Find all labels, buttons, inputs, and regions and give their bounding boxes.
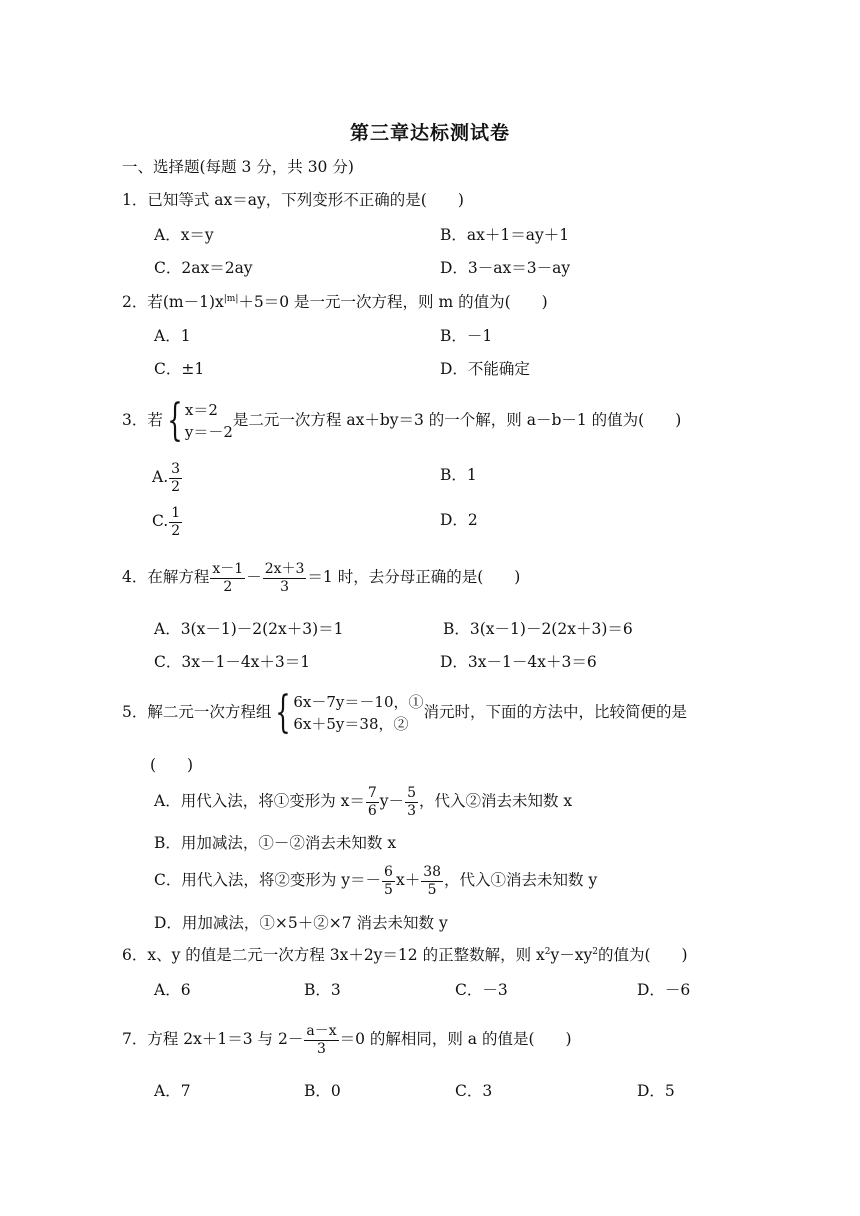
q5-c-post: ，代入①消去未知数 y	[444, 871, 598, 889]
q5-option-d: D．用加减法，①×5＋②×7 消去未知数 y	[154, 914, 448, 932]
q3-c-label: C.	[152, 512, 169, 530]
question-4-stem	[122, 556, 520, 598]
q2-option-b: B．－1	[440, 327, 493, 345]
q4-option-b: B．3(x－1)－2(2x＋3)＝6	[443, 620, 633, 638]
q4-fraction-2	[263, 561, 307, 596]
q7-f-num: a－x	[306, 1022, 337, 1039]
q5-a-f2-num: 5	[407, 784, 416, 801]
q5-c-fraction-2	[421, 864, 443, 899]
q3-a-fraction	[169, 461, 182, 496]
q4-f1-den: 2	[223, 578, 233, 595]
question-7-stem	[122, 1018, 572, 1060]
q3-option-a	[152, 457, 183, 497]
q5-option-a	[154, 780, 572, 822]
q5-a-f1-num: 7	[367, 784, 377, 801]
q5-c-f1-den: 5	[384, 881, 393, 898]
q5-a-f2-den: 3	[407, 802, 416, 819]
q4-option-a: A．3(x－1)－2(2x＋3)＝1	[154, 620, 344, 638]
q4-f2-num: 2x＋3	[264, 560, 305, 577]
q4-f2-den: 3	[280, 578, 290, 595]
q7-fraction	[304, 1023, 338, 1058]
q5-a-fraction-1	[366, 785, 379, 820]
q7-stem-post: ＝0 的解相同，则 a 的值是( )	[339, 1030, 572, 1048]
q4-option-d: D．3x－1－4x＋3＝6	[440, 653, 597, 671]
q5-c-f2-den: 5	[427, 881, 437, 898]
q3-c-den: 2	[171, 522, 181, 539]
q1-option-d: D．3－ax＝3－ay	[440, 259, 571, 277]
question-3-stem	[122, 395, 681, 445]
q4-option-c: C．3x－1－4x＋3＝1	[154, 653, 311, 671]
q5-system	[293, 691, 423, 735]
q5-answer-paren: ( )	[150, 756, 194, 774]
q5-a-post: ，代入②消去未知数 x	[418, 792, 573, 810]
q3-a-num: 3	[171, 460, 181, 477]
q3-option-d: D．2	[440, 511, 478, 529]
q5-c-f2-num: 38	[423, 863, 442, 880]
q5-option-b: B．用加减法，①－②消去未知数 x	[154, 834, 397, 852]
q1-option-c: C．2ax＝2ay	[154, 259, 253, 277]
q1-option-a: A．x＝y	[154, 226, 214, 244]
q7-f-den: 3	[317, 1040, 326, 1057]
q5-sys-line-1: 6x－7y＝－10，①	[293, 693, 424, 711]
q7-option-c: C．3	[455, 1082, 493, 1100]
q7-option-a: A．7	[154, 1082, 191, 1100]
q3-system	[185, 399, 233, 443]
q5-c-f1-num: 6	[384, 863, 393, 880]
q5-sys-line-2: 6x＋5y＝38，②	[293, 715, 409, 733]
q4-fraction-1	[210, 561, 245, 596]
q3-c-num: 1	[171, 504, 181, 521]
q5-option-c	[154, 859, 597, 901]
q3-a-den: 2	[171, 478, 181, 495]
q2-option-d: D．不能确定	[440, 360, 530, 378]
q5-c-pre: C．用代入法，将②变形为 y＝－	[154, 871, 382, 889]
q6-sup-1: 2	[544, 946, 551, 957]
q3-stem-post: 是二元一次方程 ax＋by＝3 的一个解，则 a－b－1 的值为( )	[232, 411, 682, 429]
question-6-stem	[122, 945, 688, 965]
q2-option-a: A．1	[154, 327, 191, 345]
q5-a-mid: y－	[379, 792, 405, 810]
q5-c-mid: x＋	[395, 871, 421, 889]
q7-option-b: B．0	[304, 1082, 341, 1100]
section-heading: 一、选择题(每题 3 分，共 30 分)	[122, 158, 354, 176]
q3-c-fraction	[169, 505, 182, 540]
q5-a-pre: A．用代入法，将①变形为 x＝	[154, 792, 365, 810]
q3-sys-line-1: x＝2	[184, 401, 218, 419]
q2-stem-pre: 2．若(m－1)x	[122, 293, 224, 311]
q6-option-c: C．－3	[455, 981, 508, 999]
q3-option-b: B．1	[440, 466, 477, 484]
q2-option-c: C．±1	[154, 360, 205, 378]
q5-c-fraction-1	[382, 864, 395, 899]
q3-a-label: A.	[152, 468, 169, 486]
q3-sys-line-2: y＝－2	[184, 423, 233, 441]
q3-lead: 3．若	[122, 411, 163, 429]
q6-option-d: D．－6	[637, 981, 691, 999]
q5-a-f1-den: 6	[367, 802, 377, 819]
q6-stem-pre: 6．x、y 的值是二元一次方程 3x＋2y＝12 的正整数解，则 x	[122, 946, 545, 964]
q6-stem-post: 的值为( )	[598, 946, 688, 964]
q4-f1-num: x－1	[212, 560, 244, 577]
q6-sup-2: 2	[592, 946, 598, 957]
question-5-stem	[122, 686, 687, 738]
q4-lead: 4．在解方程	[122, 568, 210, 586]
q2-stem-post: ＋5＝0 是一元一次方程，则 m 的值为( )	[238, 293, 548, 311]
q3-option-c	[152, 501, 183, 541]
q6-option-b: B．3	[304, 981, 341, 999]
q6-stem-mid: y－xy	[550, 946, 593, 964]
page-title: 第三章达标测试卷	[349, 122, 510, 144]
q7-option-d: D．5	[637, 1082, 675, 1100]
q2-exponent: |m|	[223, 293, 239, 304]
q4-stem-post: ＝1 时，去分母正确的是( )	[307, 568, 521, 586]
q7-stem-pre: 7．方程 2x＋1＝3 与 2－	[122, 1030, 304, 1048]
q6-option-a: A．6	[154, 981, 191, 999]
q5-lead: 5．解二元一次方程组	[122, 703, 272, 721]
q4-minus: －	[246, 568, 262, 586]
q3-brace: {	[167, 395, 183, 446]
q1-option-b: B．ax＋1＝ay＋1	[440, 226, 570, 244]
q5-brace: {	[275, 687, 292, 738]
q5-stem-post: 消元时，下面的方法中，比较简便的是	[423, 703, 687, 721]
question-1-stem: 1．已知等式 ax＝ay，下列变形不正确的是( )	[122, 191, 464, 209]
question-2-stem	[122, 292, 548, 312]
q5-a-fraction-2	[405, 785, 418, 820]
